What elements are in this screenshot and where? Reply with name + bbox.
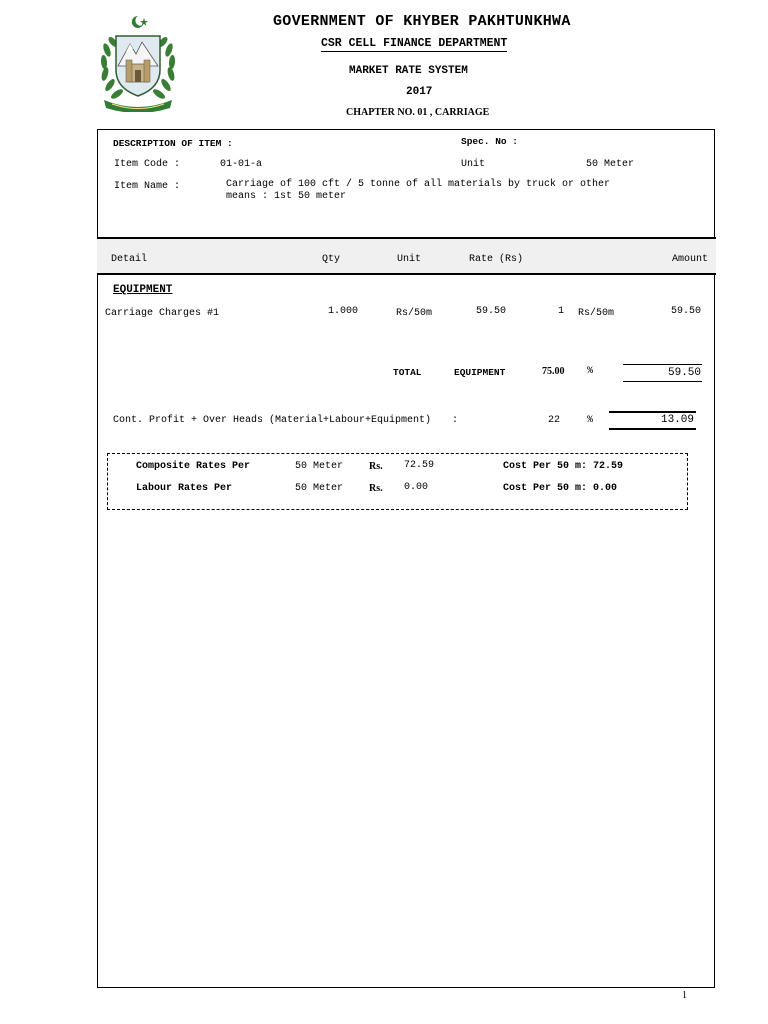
row-per: 1 [558,306,565,317]
col-unit: Unit [397,254,422,265]
equipment-section-title: EQUIPMENT [113,284,173,296]
total-percent: 75.00 [542,366,565,377]
total-amount-bottom-rule [623,381,702,382]
total-percent-sign: % [587,366,594,377]
row-qty: 1.000 [328,306,359,317]
col-amount: Amount [672,254,709,265]
row-detail: Carriage Charges #1 [105,308,220,319]
total-amount: 59.50 [668,367,702,379]
profit-colon: : [452,415,459,426]
page-number: 1 [682,990,687,1001]
unit-value: 50 Meter [586,159,635,170]
labour-unit: 50 Meter [295,483,344,494]
row-amount: 59.50 [671,306,702,317]
total-category: EQUIPMENT [454,367,506,378]
composite-rs: Rs. [369,461,383,472]
item-name-line2: means : 1st 50 meter [226,191,347,202]
spec-label: Spec. No : [461,136,519,147]
col-qty: Qty [322,254,341,265]
labour-value: 0.00 [404,482,429,493]
row-per-unit: Rs/50m [578,308,615,319]
row-rate: 59.50 [476,306,507,317]
chapter-label: CHAPTER NO. 01 , CARRIAGE [346,107,490,118]
row-unit: Rs/50m [396,308,433,319]
profit-percent-sign: % [587,415,594,426]
profit-amount-bottom-rule [609,428,696,430]
labour-label: Labour Rates Per [136,483,233,494]
item-name-line1: Carriage of 100 cft / 5 tonne of all materials by truck or other [226,179,611,190]
profit-amount: 13.09 [661,414,695,426]
profit-label: Cont. Profit + Over Heads (Material+Labour+Equipment) [113,415,432,426]
total-amount-top-rule [623,364,702,365]
page-title: GOVERNMENT OF KHYBER PAKHTUNKHWA [273,13,571,30]
profit-amount-top-rule [609,411,696,413]
description-label: DESCRIPTION OF ITEM : [113,138,233,149]
profit-percent: 22 [548,415,561,426]
col-rate: Rate (Rs) [469,254,524,265]
item-code-label: Item Code : [114,159,181,170]
total-label: TOTAL [393,367,422,378]
composite-label: Composite Rates Per [136,461,251,472]
labour-rs: Rs. [369,483,383,494]
composite-unit: 50 Meter [295,461,344,472]
year-label: 2017 [406,86,433,98]
unit-label: Unit [461,159,486,170]
col-detail: Detail [111,254,148,265]
item-code-value: 01-01-a [220,159,263,170]
composite-cost: Cost Per 50 m: 72.59 [503,461,624,472]
item-name-label: Item Name : [114,181,181,192]
department-title: CSR CELL FINANCE DEPARTMENT [321,37,508,50]
kp-government-emblem [98,14,178,112]
composite-value: 72.59 [404,460,435,471]
labour-cost: Cost Per 50 m: 0.00 [503,483,618,494]
system-title: MARKET RATE SYSTEM [349,65,468,77]
